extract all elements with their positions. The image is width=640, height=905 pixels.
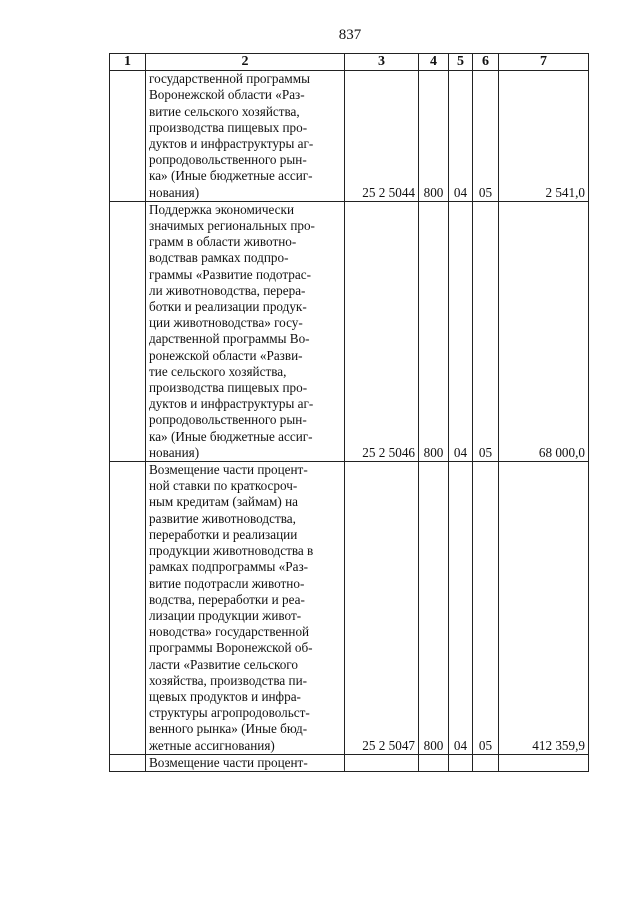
section-cell: 04: [449, 201, 473, 461]
description-cell: Возмещение части процент- ной ставки по краткосроч- ным кредитам (займам) на развитие животноводства, переработки и реализации продукции животноводства в рамках подпрограммы «Раз- витие подотрасли животно- водства, переработки и реа- лизации продукции живот- новодства» государственной программы Воронежской об- ласти «Развитие сельского хозяйства, производства пи- щевых продуктов и инфра- структуры агропродовольст- венного рынка» (Иные бюд- жетные ассигнования): [146, 462, 345, 755]
target-code-cell: 25 2 5047: [345, 462, 419, 755]
target-code-cell: 25 2 5044: [345, 71, 419, 202]
expense-kind-cell: 800: [419, 201, 449, 461]
page-number: 837: [338, 27, 362, 43]
amount-cell: 68 000,0: [499, 201, 589, 461]
header-col-6: 6: [473, 54, 499, 71]
table-row: [110, 462, 589, 755]
table-row: [110, 201, 589, 461]
expense-kind-cell: 800: [419, 462, 449, 755]
section-cell: [449, 754, 473, 771]
description-cell: Возмещение части процент-: [146, 754, 345, 771]
target-code-cell: [345, 754, 419, 771]
budget-table: [109, 53, 589, 772]
subsection-cell: 05: [473, 201, 499, 461]
section-cell: 04: [449, 71, 473, 202]
header-col-4: 4: [419, 54, 449, 71]
amount-cell: [499, 754, 589, 771]
header-col-7: 7: [499, 54, 589, 71]
amount-cell: 412 359,9: [499, 462, 589, 755]
target-code-cell: 25 2 5046: [345, 201, 419, 461]
description-cell: Поддержка экономически значимых региональных про- грамм в области животно- водствав рамках подпро- граммы «Развитие подотрас- ли животноводства, перера- ботки и реализации продук- ции животноводства» госу- дарственной программы Во- ронежской области «Разви- тие сельского хозяйства, производства пищевых про- дуктов и инфраструктуры аг- ропродовольственного рын- ка» (Иные бюджетные ассиг- нования): [146, 201, 345, 461]
expense-kind-cell: 800: [419, 71, 449, 202]
section-cell: 04: [449, 462, 473, 755]
subsection-cell: 05: [473, 71, 499, 202]
header-col-5: 5: [449, 54, 473, 71]
row-number-cell: [110, 462, 146, 755]
header-col-3: 3: [345, 54, 419, 71]
header-col-2: 2: [146, 54, 345, 71]
row-number-cell: [110, 201, 146, 461]
expense-kind-cell: [419, 754, 449, 771]
subsection-cell: 05: [473, 462, 499, 755]
header-row: [110, 54, 589, 71]
description-cell: государственной программы Воронежской области «Раз- витие сельского хозяйства, производства пищевых про- дуктов и инфраструктуры аг- ропродовольственного рын- ка» (Иные бюджетные ассиг- нования): [146, 71, 345, 202]
table-row: [110, 71, 589, 202]
table-row: [110, 754, 589, 771]
row-number-cell: [110, 754, 146, 771]
subsection-cell: [473, 754, 499, 771]
header-col-1: 1: [110, 54, 146, 71]
amount-cell: 2 541,0: [499, 71, 589, 202]
row-number-cell: [110, 71, 146, 202]
